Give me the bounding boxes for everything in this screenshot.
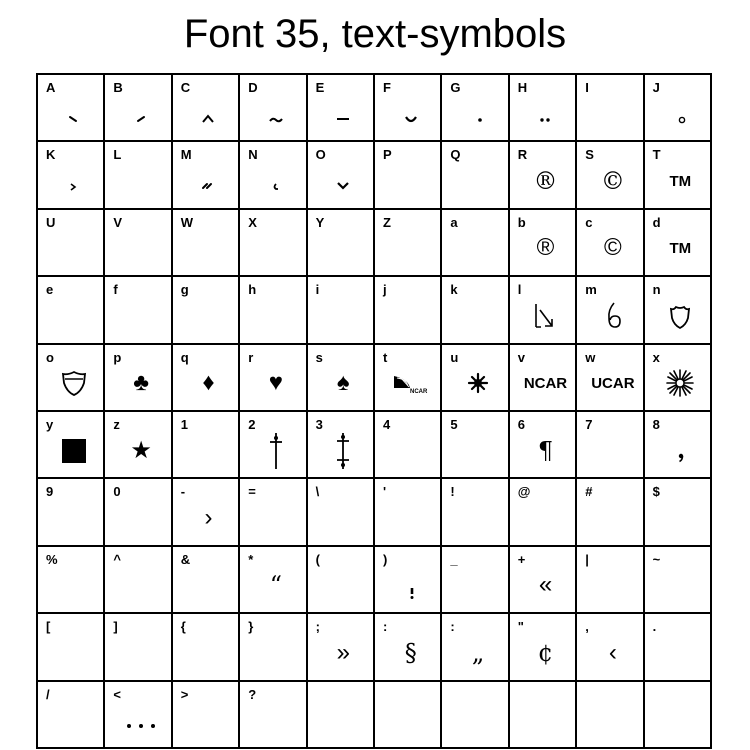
glyph-cell	[308, 210, 375, 277]
glyph-cell	[38, 682, 105, 749]
glyph-cell	[510, 345, 577, 412]
glyph-key-label: 9	[46, 484, 54, 500]
glyph-key-label: l	[517, 282, 522, 298]
glyph-key-label: -	[180, 484, 186, 500]
glyph-cell	[240, 479, 307, 546]
glyph-cell	[442, 479, 509, 546]
glyph-cell	[38, 345, 105, 412]
club-symbol: ♣	[133, 369, 149, 397]
heart-symbol: ♥	[268, 369, 284, 397]
dagger-symbol-icon	[250, 430, 301, 471]
glyph-cell	[173, 412, 240, 479]
glyph-cell	[375, 142, 442, 209]
highway-shield-symbol-icon	[48, 363, 99, 404]
glyph-key-label: :	[383, 619, 388, 635]
glyph-cell	[173, 345, 240, 412]
glyph-key-label: R	[517, 147, 528, 163]
glyph-key-label: &	[180, 551, 191, 567]
glyph-cell	[510, 614, 577, 681]
shield-outline-symbol-icon	[655, 295, 706, 336]
glyph-cell	[105, 277, 172, 344]
glyph-key-label: :	[450, 619, 455, 635]
glyph-key-label: !	[450, 484, 455, 500]
glyph-key-label: M	[180, 147, 192, 163]
glyph-cell	[510, 75, 577, 142]
glyph-key-label: %	[46, 551, 58, 567]
copyright-symbol: ©	[600, 167, 625, 196]
right-double-guillemet: »	[336, 638, 350, 666]
glyph-key-label: z	[113, 417, 120, 432]
left-double-quote: “	[269, 571, 283, 600]
glyph-key-label: {	[180, 619, 186, 635]
filled-square-symbol-icon	[48, 430, 99, 471]
registered-symbol-sans: ®	[536, 234, 555, 262]
glyph-cell	[105, 345, 172, 412]
acute-accent-icon	[115, 93, 166, 134]
glyph-key-label: ]	[113, 619, 118, 635]
single-right-guillemet: ›	[204, 504, 213, 532]
glyph-key-label: c	[585, 214, 593, 230]
hook-symbol-icon	[587, 295, 638, 336]
dot-accent-icon	[452, 93, 503, 134]
glyph-key-label: 4	[383, 417, 391, 432]
glyph-key-label: 8	[652, 417, 660, 432]
exclamation-symbol-icon	[385, 565, 436, 606]
glyph-key-label: X	[248, 214, 257, 230]
glyph-key-label: i	[315, 282, 320, 298]
glyph-key-label: +	[517, 551, 526, 567]
glyph-key-label: '	[383, 484, 387, 500]
ncar-logo-icon	[385, 363, 436, 404]
glyph-cell	[510, 210, 577, 277]
symbol-grid	[36, 73, 712, 749]
glyph-cell	[308, 277, 375, 344]
glyph-cell	[645, 277, 712, 344]
glyph-cell	[173, 547, 240, 614]
glyph-key-label: L	[113, 147, 122, 163]
glyph-cell	[375, 614, 442, 681]
glyph-key-label: N	[248, 147, 258, 163]
glyph-key-label: 1	[180, 417, 189, 432]
glyph-cell	[105, 479, 172, 546]
glyph-key-label: D	[248, 80, 258, 95]
glyph-cell	[510, 479, 577, 546]
glyph-cell	[442, 345, 509, 412]
glyph-cell	[308, 547, 375, 614]
glyph-key-label: T	[652, 147, 661, 163]
trademark-symbol: TM	[669, 172, 692, 190]
ring-accent-icon	[655, 93, 706, 134]
glyph-cell	[442, 277, 509, 344]
glyph-cell	[173, 277, 240, 344]
glyph-cell	[510, 547, 577, 614]
glyph-key-label: w	[585, 349, 596, 365]
glyph-cell	[645, 412, 712, 479]
glyph-key-label: p	[113, 349, 122, 365]
glyph-key-label: ^	[113, 551, 121, 567]
ncar-text: NCAR	[523, 374, 568, 392]
glyph-cell	[577, 345, 644, 412]
glyph-cell	[308, 614, 375, 681]
glyph-cell	[38, 142, 105, 209]
glyph-cell	[645, 479, 712, 546]
glyph-cell	[173, 614, 240, 681]
glyph-key-label: H	[517, 80, 528, 95]
glyph-key-label: /	[46, 686, 50, 702]
glyph-cell	[240, 682, 307, 749]
glyph-key-label: e	[46, 282, 54, 298]
glyph-key-label: 5	[450, 417, 458, 432]
glyph-cell	[105, 614, 172, 681]
glyph-cell	[240, 412, 307, 479]
glyph-cell	[577, 210, 644, 277]
circumflex-accent-icon	[183, 93, 234, 134]
glyph-cell	[308, 142, 375, 209]
glyph-cell	[442, 614, 509, 681]
glyph-key-label: t	[383, 349, 388, 365]
glyph-key-label: ,	[585, 619, 589, 635]
glyph-cell	[442, 682, 509, 749]
left-double-guillemet: «	[538, 571, 553, 599]
glyph-cell	[308, 75, 375, 142]
pilcrow-symbol: ¶	[537, 436, 554, 465]
tilde-accent-icon	[250, 93, 301, 134]
glyph-key-label: S	[585, 147, 594, 163]
glyph-cell	[577, 277, 644, 344]
ogonek-accent-icon	[250, 160, 301, 201]
copyright-symbol-sans: ©	[604, 234, 622, 262]
glyph-key-label: I	[585, 80, 589, 95]
glyph-cell	[577, 479, 644, 546]
diaeresis-accent-icon	[520, 93, 571, 134]
glyph-cell	[375, 547, 442, 614]
glyph-key-label: ~	[652, 551, 661, 567]
glyph-key-label: >	[180, 686, 189, 702]
glyph-key-label: v	[517, 349, 526, 365]
glyph-key-label: J	[652, 80, 660, 95]
glyph-key-label: C	[180, 80, 191, 95]
glyph-key-label: #	[585, 484, 593, 500]
glyph-cell	[240, 277, 307, 344]
glyph-cell	[173, 682, 240, 749]
glyph-key-label: *	[248, 551, 254, 567]
glyph-cell	[375, 277, 442, 344]
glyph-cell	[442, 210, 509, 277]
glyph-key-label: )	[383, 551, 388, 567]
glyph-cell	[240, 547, 307, 614]
low-comma-symbol-icon	[655, 430, 706, 471]
glyph-cell	[510, 682, 577, 749]
glyph-cell	[375, 345, 442, 412]
glyph-key-label: a	[450, 214, 458, 230]
glyph-cell	[645, 345, 712, 412]
glyph-cell	[510, 412, 577, 479]
filled-star-symbol: ★	[130, 436, 152, 464]
glyph-cell	[645, 682, 712, 749]
page-title: Font 35, text-symbols	[183, 12, 567, 56]
glyph-key-label: .	[652, 619, 657, 635]
glyph-cell	[577, 547, 644, 614]
low-double-quote: „	[471, 638, 485, 667]
glyph-cell	[38, 277, 105, 344]
glyph-key-label: <	[113, 686, 121, 702]
glyph-key-label: u	[450, 349, 459, 365]
glyph-cell	[173, 75, 240, 142]
glyph-cell	[240, 142, 307, 209]
glyph-key-label: K	[46, 147, 56, 163]
glyph-cell	[577, 682, 644, 749]
glyph-key-label: G	[450, 80, 461, 95]
glyph-key-label: ?	[248, 686, 257, 702]
section-symbol: §	[404, 638, 417, 667]
glyph-cell	[375, 412, 442, 479]
glyph-key-label: 2	[248, 417, 256, 432]
glyph-key-label: ;	[315, 619, 320, 635]
glyph-key-label: }	[248, 619, 254, 635]
glyph-key-label: F	[383, 80, 391, 95]
prescription-symbol-icon	[520, 295, 571, 336]
glyph-key-label: \	[315, 484, 320, 500]
glyph-key-label: d	[652, 214, 661, 230]
glyph-key-label: g	[180, 282, 189, 298]
glyph-cell	[240, 614, 307, 681]
glyph-key-label: r	[248, 349, 254, 365]
glyph-cell	[577, 142, 644, 209]
glyph-key-label: _	[450, 551, 458, 567]
glyph-key-label: [	[46, 619, 51, 635]
double-acute-accent-icon	[183, 160, 234, 201]
glyph-cell	[38, 614, 105, 681]
diamond-symbol: ♦	[202, 369, 215, 397]
glyph-key-label: @	[517, 484, 531, 500]
glyph-cell	[510, 277, 577, 344]
caron-accent-icon	[318, 160, 369, 201]
cent-symbol: ¢	[537, 638, 554, 667]
glyph-cell	[645, 210, 712, 277]
single-left-guillemet: ‹	[608, 638, 617, 666]
breve-accent-icon	[385, 93, 436, 134]
glyph-cell	[38, 547, 105, 614]
glyph-cell	[375, 479, 442, 546]
svg-text:NCAR: NCAR	[409, 389, 428, 396]
glyph-key-label: q	[180, 349, 189, 365]
glyph-cell	[645, 614, 712, 681]
glyph-cell	[105, 142, 172, 209]
glyph-key-label: o	[46, 349, 54, 365]
glyph-cell	[38, 412, 105, 479]
glyph-cell	[38, 210, 105, 277]
glyph-key-label: Z	[383, 214, 391, 230]
ucar-text: UCAR	[591, 374, 635, 392]
glyph-cell	[577, 614, 644, 681]
glyph-key-label: O	[315, 147, 326, 163]
glyph-key-label: 0	[113, 484, 121, 500]
glyph-key-label: f	[113, 282, 118, 298]
glyph-cell	[308, 345, 375, 412]
glyph-cell	[645, 547, 712, 614]
glyph-cell	[173, 210, 240, 277]
glyph-key-label: B	[113, 80, 123, 95]
glyph-cell	[240, 345, 307, 412]
glyph-key-label: k	[450, 282, 458, 298]
glyph-cell	[308, 682, 375, 749]
glyph-key-label: P	[383, 147, 392, 163]
cedilla-accent-icon	[48, 160, 99, 201]
double-dagger-symbol-icon	[318, 430, 369, 471]
glyph-key-label: y	[46, 417, 54, 432]
glyph-cell	[510, 142, 577, 209]
glyph-cell	[375, 682, 442, 749]
glyph-cell	[442, 142, 509, 209]
glyph-key-label: Y	[315, 214, 325, 230]
glyph-cell	[375, 210, 442, 277]
glyph-key-label: m	[585, 282, 597, 298]
glyph-key-label: |	[585, 551, 589, 567]
spade-symbol: ♠	[336, 369, 350, 397]
glyph-key-label: "	[517, 619, 524, 635]
glyph-cell	[442, 412, 509, 479]
glyph-cell	[38, 479, 105, 546]
glyph-key-label: (	[315, 551, 320, 567]
glyph-key-label: A	[46, 80, 56, 95]
glyph-key-label: b	[517, 214, 526, 230]
glyph-cell	[577, 412, 644, 479]
glyph-cell	[173, 479, 240, 546]
glyph-cell	[38, 75, 105, 142]
glyph-key-label: h	[248, 282, 257, 298]
registered-symbol: ®	[533, 167, 558, 196]
glyph-key-label: Q	[450, 147, 461, 163]
glyph-key-label: s	[315, 349, 323, 365]
starburst-large-symbol-icon	[655, 363, 706, 404]
glyph-key-label: j	[383, 282, 387, 298]
glyph-cell	[645, 142, 712, 209]
starburst-small-symbol-icon	[452, 363, 503, 404]
glyph-key-label: =	[248, 484, 256, 500]
glyph-cell	[105, 547, 172, 614]
glyph-key-label: U	[46, 214, 56, 230]
glyph-cell	[645, 75, 712, 142]
grave-accent-icon	[48, 93, 99, 134]
glyph-cell	[577, 75, 644, 142]
glyph-cell	[105, 412, 172, 479]
glyph-cell	[308, 412, 375, 479]
glyph-key-label: 7	[585, 417, 593, 432]
trademark-symbol-sans: TM	[669, 239, 692, 257]
macron-accent-icon	[318, 93, 369, 134]
glyph-key-label: E	[315, 80, 325, 95]
glyph-cell	[105, 210, 172, 277]
glyph-cell	[105, 75, 172, 142]
glyph-cell	[173, 142, 240, 209]
glyph-cell	[375, 75, 442, 142]
ellipsis-symbol-icon	[115, 700, 166, 741]
glyph-cell	[442, 75, 509, 142]
glyph-key-label: $	[652, 484, 660, 500]
glyph-key-label: V	[113, 214, 123, 230]
glyph-key-label: 3	[315, 417, 323, 432]
glyph-cell	[308, 479, 375, 546]
glyph-cell	[105, 682, 172, 749]
glyph-key-label: n	[652, 282, 661, 298]
glyph-cell	[240, 210, 307, 277]
glyph-key-label: x	[652, 349, 660, 365]
glyph-cell	[442, 547, 509, 614]
glyph-cell	[240, 75, 307, 142]
glyph-key-label: 6	[517, 417, 526, 432]
glyph-key-label: W	[180, 214, 194, 230]
